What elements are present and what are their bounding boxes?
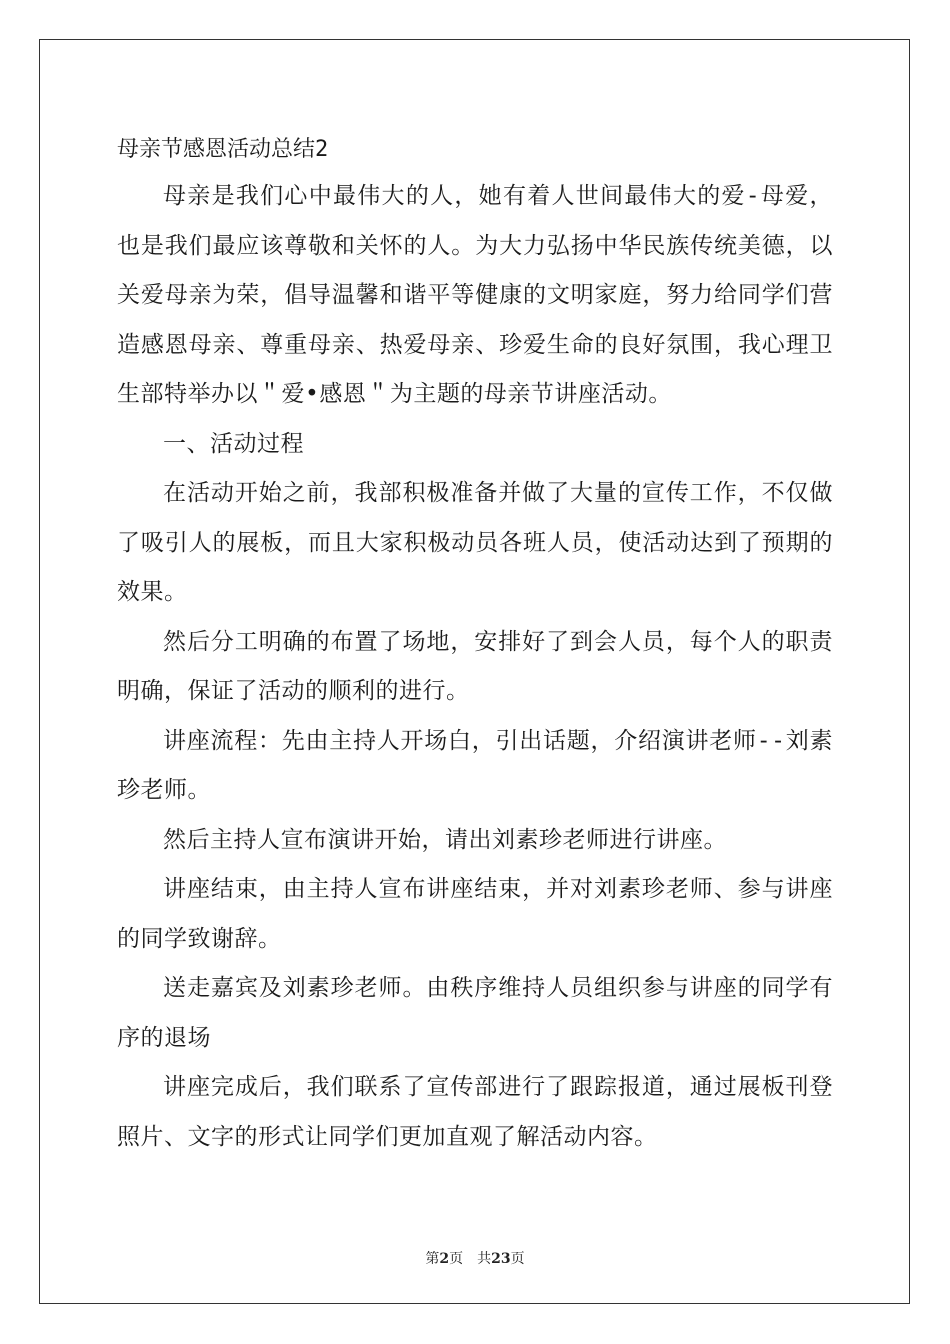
page-prefix: 第	[425, 1251, 440, 1267]
paragraph-preparation: 在活动开始之前，我部积极准备并做了大量的宣传工作，不仅做了吸引人的展板，而且大家积极动员各班人员，使活动达到了预期的效果。	[117, 480, 833, 605]
document-title: 母亲节感恩活动总结2	[117, 137, 329, 162]
total-prefix: 共	[477, 1251, 492, 1267]
paragraph-follow-up: 讲座完成后，我们联系了宣传部进行了跟踪报道，通过展板刊登照片、文字的形式让同学们更加直观了解活动内容。	[117, 1074, 833, 1150]
paragraph-intro: 母亲是我们心中最伟大的人，她有着人世间最伟大的爱-母爱，也是我们最应该尊敬和关怀的人。为大力弘扬中华民族传统美德，以关爱母亲为荣，倡导温馨和谐平等健康的文明家庭，努力给同学们营造感恩母亲、尊重母亲、热爱母亲、珍爱生命的良好氛围，我心理卫生部特举办以＂爱•感恩＂为主题的母亲节讲座活动。	[117, 183, 833, 407]
total-pages: 23	[491, 1251, 511, 1267]
paragraph-lecture-start: 然后主持人宣布演讲开始，请出刘素珍老师进行讲座。	[163, 826, 727, 853]
paragraph-exit: 送走嘉宾及刘素珍老师。由秩序维持人员组织参与讲座的同学有序的退场	[117, 975, 833, 1051]
paragraph-venue: 然后分工明确的布置了场地，安排好了到会人员，每个人的职责明确，保证了活动的顺利的进行。	[117, 628, 833, 704]
paragraph-lecture-end: 讲座结束，由主持人宣布讲座结束，并对刘素珍老师、参与讲座的同学致谢辞。	[117, 876, 833, 952]
total-suffix: 页	[510, 1251, 525, 1267]
document-body	[117, 128, 833, 1162]
page-footer	[0, 1248, 950, 1268]
page-suffix: 页	[449, 1251, 464, 1267]
page-number: 2	[439, 1251, 450, 1267]
paragraph-lecture-flow: 讲座流程：先由主持人开场白，引出话题，介绍演讲老师--刘素珍老师。	[117, 727, 833, 803]
section-heading-activity-process: 一、活动过程	[163, 430, 304, 457]
